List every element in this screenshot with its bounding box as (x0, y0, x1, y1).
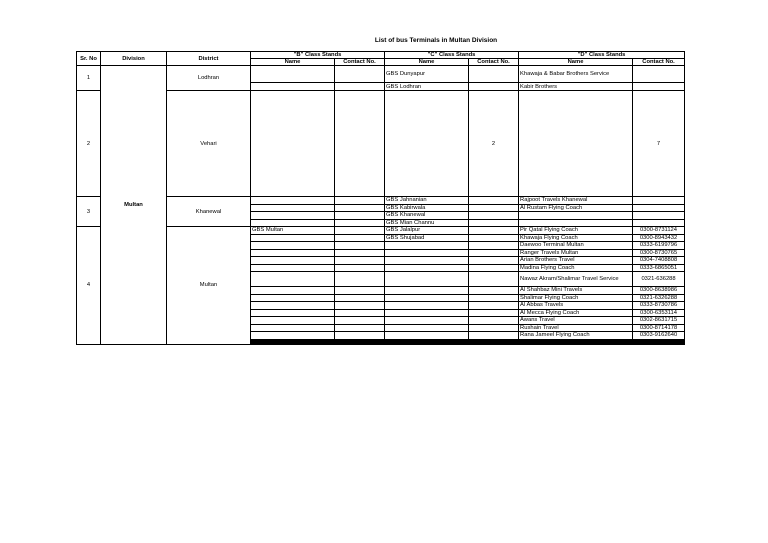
sr-no-cell: 3 (77, 197, 101, 227)
d-stand-contact: 0333-8730786 (633, 302, 685, 310)
d-stand-name: Shalimar Flying Coach (519, 294, 633, 302)
header-b-contact: Contact No. (335, 59, 385, 66)
d-stand-contact: 0304-7408808 (633, 257, 685, 265)
division-cell: Multan (101, 66, 167, 345)
d-stand-name: Al Shahbaz Mini Travels (519, 287, 633, 295)
header-c-class: "C" Class Stands (385, 52, 519, 59)
d-stand-name: Rushain Travel (519, 324, 633, 332)
table-row (77, 91, 685, 197)
sr-no-cell: 2 (77, 91, 101, 197)
d-stand-contact: 0302-8631715 (633, 317, 685, 325)
header-c-name: Name (385, 59, 469, 66)
sr-no-cell: 4 (77, 227, 101, 345)
c-stand-name: GBS Shujabad (385, 234, 469, 242)
d-stand-contact: 0300-8638986 (633, 287, 685, 295)
c-stand-name: GBS Dunyapur (385, 66, 469, 83)
d-stand-name: Daewoo Terminal Multan (519, 242, 633, 250)
d-stand-contact: 0303-9162640 (633, 332, 685, 340)
header-district: District (167, 52, 251, 66)
sr-no-cell: 1 (77, 66, 101, 91)
d-stand-name: Nawaz Akram/Shalimar Travel Service (519, 272, 633, 287)
d-stand-name: Arian Brothers Travel (519, 257, 633, 265)
header-sr-no: Sr. No (77, 52, 101, 66)
district-cell: Vehari (167, 91, 251, 197)
header-division: Division (101, 52, 167, 66)
c-stand-name: GBS Jalalpur (385, 227, 469, 235)
d-stand-name: Kabir Brothers (519, 83, 633, 91)
header-b-name: Name (251, 59, 335, 66)
b-stand-name: GBS Multan (251, 227, 335, 235)
d-stand-contact: 0300-6353114 (633, 309, 685, 317)
d-stand-name: Rana Jameel Flying Coach (519, 332, 633, 340)
d-stand-contact: 0333-6865051 (633, 264, 685, 272)
d-stand-name: Rajpoot Travels Khanewal (519, 197, 633, 205)
c-stand-name: GBS Kabirwala (385, 204, 469, 212)
d-stand-name: Khawaja & Babar Brothers Service (519, 66, 633, 83)
d-stand-name: Al Rustam Flying Coach (519, 204, 633, 212)
d-stand-name: Al Mecca Flying Coach (519, 309, 633, 317)
d-stand-contact: 0300-8730765 (633, 249, 685, 257)
d-stand-name: Khawaja Flying Coach (519, 234, 633, 242)
d-stand-contact: 0333-6199796 (633, 242, 685, 250)
c-stand-name: GBS Khanewal (385, 212, 469, 220)
header-d-contact: Contact No. (633, 59, 685, 66)
header-d-name: Name (519, 59, 633, 66)
d-stand-name: Pir Qatal Flying Coach (519, 227, 633, 235)
d-stand-contact: 0300-8714178 (633, 324, 685, 332)
page-title: List of bus Terminals in Multan Division (374, 37, 498, 44)
c-stand-name: GBS Mian Channu (385, 219, 469, 227)
table-row (77, 66, 685, 83)
d-stand-contact: 0300-8943432 (633, 234, 685, 242)
d-stand-name: Al Abbas Travels (519, 302, 633, 310)
header-d-class: "D" Class Stands (519, 52, 685, 59)
d-stand-name: Ranger Travels Multan (519, 249, 633, 257)
c-stand-count: 2 (469, 91, 519, 197)
d-stand-name: Madina Flying Coach (519, 264, 633, 272)
header-b-class: "B" Class Stands (251, 52, 385, 59)
d-stand-contact: 0321-6326288 (633, 294, 685, 302)
header-c-contact: Contact No. (469, 59, 519, 66)
district-cell: Multan (167, 227, 251, 345)
d-stand-count: 7 (633, 91, 685, 197)
c-stand-name: GBS Lodhran (385, 83, 469, 91)
table-row (77, 227, 685, 235)
d-stand-name: Awans Travel (519, 317, 633, 325)
district-cell: Khanewal (167, 197, 251, 227)
d-stand-contact: 0321-636288 (633, 272, 685, 287)
bus-terminals-table (76, 51, 685, 345)
c-stand-name: GBS Jahnanian (385, 197, 469, 205)
table-row (77, 197, 685, 205)
d-stand-contact: 0300-8731124 (633, 227, 685, 235)
district-cell: Lodhran (167, 66, 251, 91)
